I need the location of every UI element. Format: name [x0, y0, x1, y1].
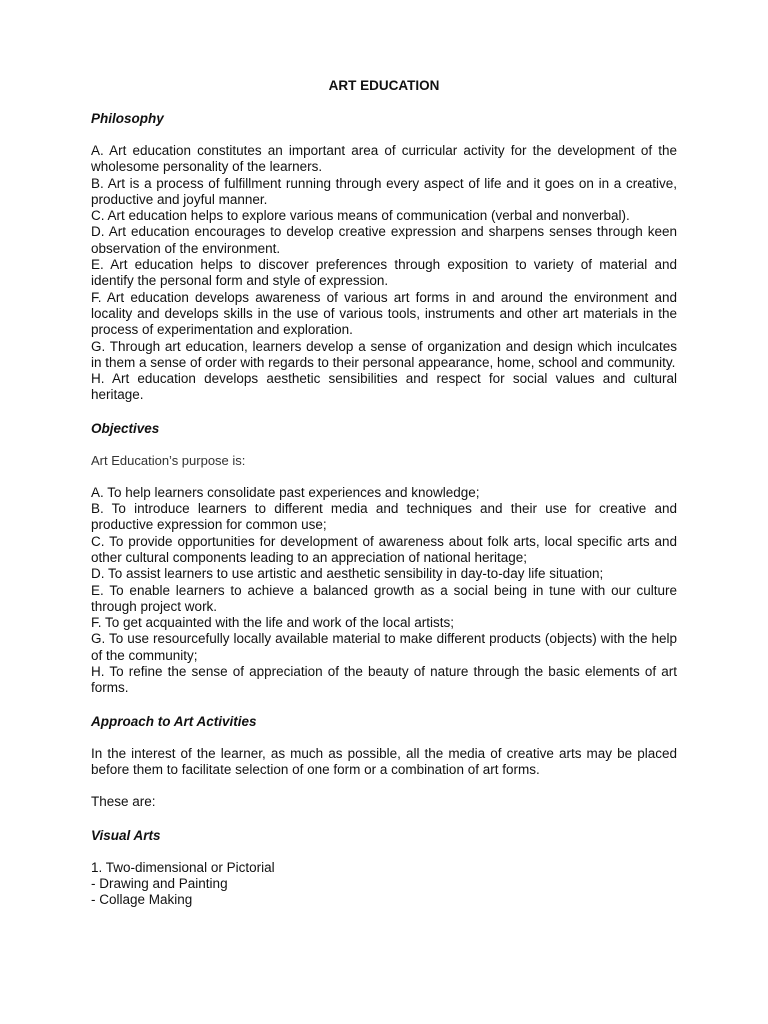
visual-arts-list — [91, 860, 677, 909]
these-are-text: These are: — [91, 794, 156, 810]
objective-item: D. To assist learners to use artistic and aesthetic sensibility in day-to-day life situation; — [91, 566, 604, 582]
philosophy-item: C. Art education helps to explore various means of communication (verbal and nonverbal). — [91, 208, 630, 224]
visual-arts-item: 1. Two-dimensional or Pictorial — [91, 859, 275, 875]
objective-item: C. To provide opportunities for development of awareness about folk arts, local specific arts and other cultural components leading to an appreciation of national heritage; — [91, 533, 677, 565]
objective-item: A. To help learners consolidate past experiences and knowledge; — [91, 484, 480, 500]
philosophy-item: A. Art education constitutes an important area of curricular activity for the development of the wholesome personality of the learners. — [91, 143, 677, 175]
objectives-intro: Art Education’s purpose is: — [91, 452, 246, 468]
document-content — [91, 77, 677, 908]
objectives-list — [91, 485, 677, 697]
philosophy-heading: Philosophy — [91, 111, 164, 126]
philosophy-item: G. Through art education, learners develop a sense of organization and design which inculcates in them a sense of order with regards to their personal appearance, home, school and community. — [91, 338, 677, 370]
objective-item: B. To introduce learners to different media and techniques and their use for creative and productive expression for common use; — [91, 501, 677, 533]
approach-paragraph: In the interest of the learner, as much as possible, all the media of creative arts may be placed before them to facilitate selection of one form or a combination of art forms. — [91, 745, 677, 777]
document-title: ART EDUCATION — [328, 78, 440, 93]
philosophy-item: F. Art education develops awareness of various art forms in and around the environment and locality and develops skills in the use of various tools, instruments and other art materials in the process of experimentation and exploration. — [91, 289, 677, 338]
objective-item: E. To enable learners to achieve a balanced growth as a social being in tune with our culture through project work. — [91, 582, 677, 614]
visual-arts-item: - Collage Making — [91, 892, 193, 908]
objectives-heading: Objectives — [91, 420, 160, 436]
philosophy-item: D. Art education encourages to develop creative expression and sharpens senses through keen observation of the environment. — [91, 224, 677, 256]
objectives-intro-block — [91, 453, 677, 469]
objective-item: H. To refine the sense of appreciation of the beauty of nature through the basic elements of art forms. — [91, 664, 677, 696]
visual-arts-heading: Visual Arts — [91, 827, 161, 843]
objective-item: G. To use resourcefully locally available material to make different products (objects) with the help of the community; — [91, 631, 677, 663]
philosophy-item: E. Art education helps to discover preferences through exposition to variety of material and identify the personal form and style of expression. — [91, 257, 677, 289]
approach-heading: Approach to Art Activities — [91, 713, 257, 729]
objective-item: F. To get acquainted with the life and work of the local artists; — [91, 615, 454, 631]
these-are-block — [91, 794, 677, 810]
philosophy-item: B. Art is a process of fulfillment running through every aspect of life and it goes on in a creative, productive and joyful manner. — [91, 175, 677, 207]
approach-paragraph-block — [91, 746, 677, 779]
visual-arts-item: - Drawing and Painting — [91, 875, 228, 891]
philosophy-list — [91, 143, 677, 404]
philosophy-item: H. Art education develops aesthetic sensibilities and respect for social values and cultural heritage. — [91, 371, 677, 403]
